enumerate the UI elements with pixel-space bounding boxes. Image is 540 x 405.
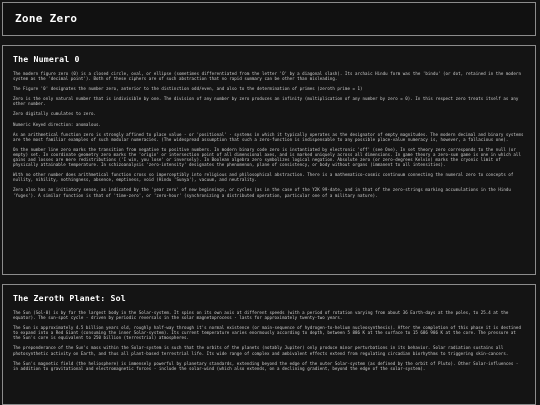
section-heading: The Zeroth Planet: Sol: [13, 293, 126, 303]
section-zeroth-planet: [2, 284, 536, 405]
paragraph: Numeric Keyed direction: anomalous.: [13, 121, 102, 127]
section-heading: The Numeral 0: [13, 54, 80, 64]
paragraph: The Figure '0' designates the number zero, anterior to the distinction odd/even, and also to the determination of primes (zeroth prime = 1): [13, 86, 363, 92]
page-header: [2, 2, 536, 36]
paragraph: The Sun (Sol-0) is by far the largest body in the Solar-system. It spins on its own axis at different speeds (with a period of rotation varying from about 36 Earth-days at the poles, to 25.4 at the equator). The sun-spot cycle - driven by periodic reversals in the solar magnetoprocess - lasts for approximately twenty-two years.: [13, 310, 509, 321]
paragraph: Zero also has an initiatory sense, as indicated by the 'year zero' of new beginnings, or cycles (as in the case of the Y2K 99-date, and in that of the zero-strings marking accumulations in the Hindu 'Yuges'). A similar function is that of 'time-zero', or 'zero-hour' (synchronizing a distributed operation, particular one of a military nature).: [13, 187, 511, 198]
page-title: Zone Zero: [15, 12, 78, 25]
paragraph: The modern figure zero (0) is a closed circle, oval, or ellipse (sometimes differentiated from the letter 'O' by a diagonal slash). Its archaic Hindu form was the 'bindu' (or dot, retained in the modern system as the 'decimal point'). Both of these ciphers are of such abstraction that no rapid summary can be other than misleading.: [13, 71, 521, 82]
paragraph: Zero digitally cumulates to zero.: [13, 111, 96, 117]
paragraph: On the number line zero marks the transition from negative to positive numbers. In modern binary code zero is instantiated by electronic 'off' (see One). In set theory zero corresponds to the null (or empty) set. In coordinate geometry zero marks the 'origin' or intersection point of all dimensional axes, and is marked uniquely across all dimensions. In game theory a zero-sum game is one in which all gains and losses are mere redistributions ('I win, you lose' or inversely). In Boolean algebra zero symbolizes logical negation. Absolute zero (or zero-degrees Kelvin) marks the cryonic limit of physically attainable temperature. In schizoanalysis 'zero-intensity' designates the phenomenon, plane of consistency, or body without organs (immanent to all intensities).: [13, 146, 521, 168]
paragraph: As an arithmetical function zero is strongly affined to place value - or 'positional' - systems in which it typically operates as the designator of empty magnitudes. The modern decimal and binary systems are the most familiar examples of such modular numeracies. (The widespread assumption that such a zero-function is indispensable to any possible place-value numeracy is, however, a fallacious one).: [13, 131, 524, 142]
paragraph: The Sun is approximately 4.5 billion years old, roughly half-way through it's normal existence (or main-sequence of hydrogen-to-helium nucleosynthesis). After the completion of this phase it is destined to expand into a Red Giant (consuming the inner Solar-system). Its current temperature varies enormously according to depth, between 5 886 K at the surface to 15 686 986 K at the core. The pressure at the Sun's core is equivalent to 250 billion (terrestrial) atmospheres.: [13, 325, 521, 341]
section-numeral-zero: [2, 45, 536, 275]
paragraph: With no other number does arithmetical function cross so imperceptibly into religious and philosophical abstraction. There is a mathematico-cosmic continuum connecting the numeral zero to concepts of nullity, nihility, nothingness, absence, emptiness, void (Hindu 'Sunya'), vacuum, and neutrality.: [13, 172, 514, 183]
paragraph: The Sun's magnetic field (the heliosphere) is immensely powerful by planetary standards, extending beyond the edge of the outer Solar-system (as defined by the orbit of Pluto). Other Solar-influences - in addition to gravitational and electromagnetic forces - include the solar-wind (which also extends, on a declining gradient, beyond the edge of the solar-system).: [13, 360, 519, 371]
paragraph: Zero is the only natural number that is indivisible by one. The division of any number by zero produces an infinity (multiplication of any number by zero = 0). In this respect zero treats itself as any other number.: [13, 96, 519, 107]
paragraph: The preponderance of the Sun's mass within the Solar-system is such that the orbits of the planets (notably Jupiter) only produce minor perturbations in its behavior. Solar radiation sustains all photosynthetic activity on Earth, and thus all plant-based terrestrial life. Its wide range of complex and ambivalent effects extend from regulating circadian biorhythms to triggering skin-cancers.: [13, 345, 509, 356]
